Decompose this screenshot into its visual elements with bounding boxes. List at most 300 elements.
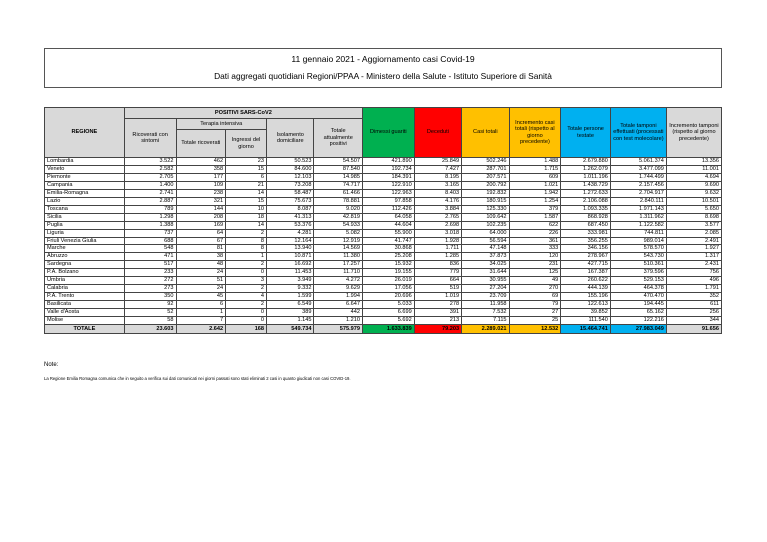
cell-terapia-ingressi: 3 bbox=[226, 277, 267, 285]
cell-ricoverati: 548 bbox=[124, 245, 176, 253]
cell-isolamento: 10.871 bbox=[267, 253, 314, 261]
cell-casi-totali: 11.958 bbox=[462, 301, 509, 309]
cell-deceduti: 2.698 bbox=[414, 221, 461, 229]
table-row bbox=[45, 213, 722, 221]
cell-isolamento: 1.145 bbox=[267, 317, 314, 325]
report-title: 11 gennaio 2021 - Aggiornamento casi Covid-19 bbox=[291, 54, 475, 64]
cell-persone-testate: 2.679.880 bbox=[561, 158, 611, 166]
table-row bbox=[45, 229, 722, 237]
table-row bbox=[45, 158, 722, 166]
cell-totale-positivi: 14.569 bbox=[314, 245, 363, 253]
cell-regione: Liguria bbox=[45, 229, 125, 237]
col-dimessi: Dimessi guariti bbox=[362, 108, 414, 158]
cell-deceduti: 391 bbox=[414, 309, 461, 317]
cell-dimessi: 19.155 bbox=[362, 269, 414, 277]
cell-regione: Lazio bbox=[45, 197, 125, 205]
cell-deceduti: 1.711 bbox=[414, 245, 461, 253]
table-row bbox=[45, 189, 722, 197]
cell-casi-totali: 34.025 bbox=[462, 261, 509, 269]
cell-persone-testate: 155.196 bbox=[561, 293, 611, 301]
cell-persone-testate: 2.106.088 bbox=[561, 197, 611, 205]
cell-isolamento: 12.103 bbox=[267, 173, 314, 181]
cell-terapia-totale: 51 bbox=[176, 277, 226, 285]
cell-tamponi: 1.971.143 bbox=[610, 205, 666, 213]
cell-tamponi: 1.122.582 bbox=[610, 221, 666, 229]
table-row bbox=[45, 285, 722, 293]
cell-terapia-totale: 358 bbox=[176, 165, 226, 173]
cell-terapia-totale: 208 bbox=[176, 213, 226, 221]
cell-terapia-ingressi: 2 bbox=[226, 301, 267, 309]
cell-terapia-totale: 48 bbox=[176, 261, 226, 269]
cell-ricoverati: 272 bbox=[124, 277, 176, 285]
cell-incremento-tamponi: 11.001 bbox=[666, 165, 721, 173]
cell-tamponi: 464.378 bbox=[610, 285, 666, 293]
cell-dimessi: 112.426 bbox=[362, 205, 414, 213]
cell-incremento-casi: 1.715 bbox=[509, 165, 561, 173]
cell-ricoverati: 1.298 bbox=[124, 213, 176, 221]
cell-isolamento-total: 549.734 bbox=[267, 325, 314, 334]
cell-terapia-ingressi: 2 bbox=[226, 229, 267, 237]
cell-terapia-totale: 462 bbox=[176, 158, 226, 166]
cell-terapia-totale: 109 bbox=[176, 181, 226, 189]
cell-regione: Calabria bbox=[45, 285, 125, 293]
cell-deceduti: 278 bbox=[414, 301, 461, 309]
cell-deceduti: 3.018 bbox=[414, 229, 461, 237]
cell-deceduti: 3.884 bbox=[414, 205, 461, 213]
cell-dimessi: 41.747 bbox=[362, 237, 414, 245]
cell-casi-totali: 56.594 bbox=[462, 237, 509, 245]
cell-terapia-totale: 24 bbox=[176, 285, 226, 293]
cell-incremento-casi: 1.942 bbox=[509, 189, 561, 197]
cell-dimessi: 122.910 bbox=[362, 181, 414, 189]
cell-tamponi: 578.570 bbox=[610, 245, 666, 253]
cell-incremento-casi: 69 bbox=[509, 293, 561, 301]
cell-casi-totali: 23.709 bbox=[462, 293, 509, 301]
cell-dimessi: 15.932 bbox=[362, 261, 414, 269]
cell-regione: P.A. Bolzano bbox=[45, 269, 125, 277]
cell-terapia-ingressi: 2 bbox=[226, 285, 267, 293]
cell-casi-totali: 180.915 bbox=[462, 197, 509, 205]
cell-regione: Friuli Venezia Giulia bbox=[45, 237, 125, 245]
cell-terapia-ingressi: 0 bbox=[226, 269, 267, 277]
cell-totale-positivi: 442 bbox=[314, 309, 363, 317]
table-row bbox=[45, 237, 722, 245]
cell-terapia-ingressi: 8 bbox=[226, 245, 267, 253]
cell-terapia-ingressi: 18 bbox=[226, 213, 267, 221]
cell-terapia-ingressi-total: 168 bbox=[226, 325, 267, 334]
cell-tamponi: 194.445 bbox=[610, 301, 666, 309]
cell-casi-totali: 31.644 bbox=[462, 269, 509, 277]
cell-terapia-totale: 24 bbox=[176, 269, 226, 277]
cell-dimessi: 5.692 bbox=[362, 317, 414, 325]
cell-dimessi: 20.696 bbox=[362, 293, 414, 301]
cell-incremento-casi-total: 12.532 bbox=[509, 325, 561, 334]
cell-casi-totali: 502.246 bbox=[462, 158, 509, 166]
cell-persone-testate: 1.011.196 bbox=[561, 173, 611, 181]
cell-totale-positivi: 4.272 bbox=[314, 277, 363, 285]
cell-terapia-totale: 7 bbox=[176, 317, 226, 325]
cell-persone-testate: 346.156 bbox=[561, 245, 611, 253]
cell-incremento-tamponi: 344 bbox=[666, 317, 721, 325]
cell-regione: Lombardia bbox=[45, 158, 125, 166]
cell-incremento-casi: 49 bbox=[509, 277, 561, 285]
cell-totale-positivi: 87.540 bbox=[314, 165, 363, 173]
table-row bbox=[45, 261, 722, 269]
cell-incremento-casi: 231 bbox=[509, 261, 561, 269]
cell-incremento-casi: 125 bbox=[509, 269, 561, 277]
cell-dimessi: 5.033 bbox=[362, 301, 414, 309]
table-row bbox=[45, 205, 722, 213]
cell-dimessi: 64.058 bbox=[362, 213, 414, 221]
cell-persone-testate: 1.093.335 bbox=[561, 205, 611, 213]
cell-casi-totali: 27.204 bbox=[462, 285, 509, 293]
cell-dimessi-total: 1.633.839 bbox=[362, 325, 414, 334]
cell-totale-positivi: 9.020 bbox=[314, 205, 363, 213]
table-row bbox=[45, 293, 722, 301]
cell-tamponi: 744.811 bbox=[610, 229, 666, 237]
cell-regione: Puglia bbox=[45, 221, 125, 229]
cell-persone-testate: 1.272.633 bbox=[561, 189, 611, 197]
cell-isolamento: 6.549 bbox=[267, 301, 314, 309]
table-row bbox=[45, 317, 722, 325]
cell-terapia-totale: 81 bbox=[176, 245, 226, 253]
cell-tamponi: 543.730 bbox=[610, 253, 666, 261]
report-header bbox=[44, 48, 722, 88]
cell-ricoverati: 350 bbox=[124, 293, 176, 301]
cell-dimessi: 17.056 bbox=[362, 285, 414, 293]
cell-deceduti: 8.403 bbox=[414, 189, 461, 197]
cell-terapia-totale: 144 bbox=[176, 205, 226, 213]
cell-tamponi: 2.704.917 bbox=[610, 189, 666, 197]
cell-persone-testate: 111.540 bbox=[561, 317, 611, 325]
cell-incremento-tamponi: 9.690 bbox=[666, 181, 721, 189]
cell-incremento-tamponi: 5.650 bbox=[666, 205, 721, 213]
cell-incremento-casi: 25 bbox=[509, 317, 561, 325]
cell-deceduti: 3.165 bbox=[414, 181, 461, 189]
cell-tamponi: 1.744.499 bbox=[610, 173, 666, 181]
cell-casi-totali: 207.571 bbox=[462, 173, 509, 181]
cell-incremento-casi: 622 bbox=[509, 221, 561, 229]
cell-casi-totali-total: 2.289.021 bbox=[462, 325, 509, 334]
cell-ricoverati: 2.582 bbox=[124, 165, 176, 173]
cell-totale-positivi: 11.380 bbox=[314, 253, 363, 261]
cell-terapia-ingressi: 23 bbox=[226, 158, 267, 166]
cell-totale-positivi: 1.210 bbox=[314, 317, 363, 325]
cell-terapia-ingressi: 0 bbox=[226, 317, 267, 325]
cell-terapia-totale: 238 bbox=[176, 189, 226, 197]
cell-deceduti: 836 bbox=[414, 261, 461, 269]
cell-tamponi: 1.311.962 bbox=[610, 213, 666, 221]
cell-incremento-tamponi: 10.501 bbox=[666, 197, 721, 205]
cell-incremento-tamponi: 756 bbox=[666, 269, 721, 277]
cell-regione-total: TOTALE bbox=[45, 325, 125, 334]
cell-casi-totali: 287.701 bbox=[462, 165, 509, 173]
col-totale-positivi: Totale attualmente positivi bbox=[314, 119, 363, 158]
table-row bbox=[45, 309, 722, 317]
cell-terapia-totale: 1 bbox=[176, 309, 226, 317]
cell-totale-positivi: 11.710 bbox=[314, 269, 363, 277]
cell-terapia-totale: 6 bbox=[176, 301, 226, 309]
cell-ricoverati: 52 bbox=[124, 309, 176, 317]
cell-ricoverati: 273 bbox=[124, 285, 176, 293]
cell-totale-positivi: 78.881 bbox=[314, 197, 363, 205]
group-positivi: POSITIVI SARS-CoV2 bbox=[124, 108, 362, 119]
cell-regione: Toscana bbox=[45, 205, 125, 213]
cell-isolamento: 8.087 bbox=[267, 205, 314, 213]
cell-ricoverati: 92 bbox=[124, 301, 176, 309]
cell-ricoverati: 1.400 bbox=[124, 181, 176, 189]
cell-incremento-casi: 609 bbox=[509, 173, 561, 181]
cell-deceduti: 25.849 bbox=[414, 158, 461, 166]
cell-tamponi: 529.153 bbox=[610, 277, 666, 285]
cell-ricoverati: 2.887 bbox=[124, 197, 176, 205]
cell-regione: Umbria bbox=[45, 277, 125, 285]
cell-dimessi: 421.890 bbox=[362, 158, 414, 166]
cell-terapia-ingressi: 6 bbox=[226, 173, 267, 181]
cell-incremento-tamponi: 9.632 bbox=[666, 189, 721, 197]
cell-isolamento: 12.164 bbox=[267, 237, 314, 245]
cell-deceduti: 2.765 bbox=[414, 213, 461, 221]
cell-casi-totali: 37.873 bbox=[462, 253, 509, 261]
cell-incremento-casi: 1.254 bbox=[509, 197, 561, 205]
cell-incremento-tamponi: 1.927 bbox=[666, 245, 721, 253]
cell-regione: Sardegna bbox=[45, 261, 125, 269]
cell-incremento-casi: 1.488 bbox=[509, 158, 561, 166]
cell-regione: Molise bbox=[45, 317, 125, 325]
col-persone-testate: Totale persone testate bbox=[561, 108, 611, 158]
cell-incremento-tamponi: 8.698 bbox=[666, 213, 721, 221]
cell-totale-positivi-total: 575.979 bbox=[314, 325, 363, 334]
cell-tamponi-total: 27.983.049 bbox=[610, 325, 666, 334]
cell-tamponi: 5.061.374 bbox=[610, 158, 666, 166]
table-total-row bbox=[45, 325, 722, 334]
cell-regione: Piemonte bbox=[45, 173, 125, 181]
cell-regione: Emilia-Romagna bbox=[45, 189, 125, 197]
col-casi-totali: Casi totali bbox=[462, 108, 509, 158]
table-row bbox=[45, 173, 722, 181]
report-subtitle: Dati aggregati quotidiani Regioni/PPAA - Ministero della Salute - Istituto Superiore di Sanità bbox=[214, 71, 552, 81]
cell-dimessi: 6.699 bbox=[362, 309, 414, 317]
cell-regione: Abruzzo bbox=[45, 253, 125, 261]
cell-incremento-casi: 333 bbox=[509, 245, 561, 253]
cell-terapia-ingressi: 2 bbox=[226, 261, 267, 269]
cell-incremento-casi: 120 bbox=[509, 253, 561, 261]
cell-dimessi: 55.900 bbox=[362, 229, 414, 237]
cell-totale-positivi: 54.507 bbox=[314, 158, 363, 166]
cell-incremento-casi: 379 bbox=[509, 205, 561, 213]
cell-incremento-casi: 1.587 bbox=[509, 213, 561, 221]
cell-terapia-totale: 38 bbox=[176, 253, 226, 261]
cell-tamponi: 3.477.099 bbox=[610, 165, 666, 173]
cell-casi-totali: 7.532 bbox=[462, 309, 509, 317]
cell-isolamento: 75.673 bbox=[267, 197, 314, 205]
cell-persone-testate: 39.852 bbox=[561, 309, 611, 317]
cell-regione: P.A. Trento bbox=[45, 293, 125, 301]
cell-terapia-ingressi: 15 bbox=[226, 197, 267, 205]
cell-terapia-ingressi: 1 bbox=[226, 253, 267, 261]
cell-deceduti: 213 bbox=[414, 317, 461, 325]
cell-terapia-ingressi: 15 bbox=[226, 165, 267, 173]
cell-deceduti: 779 bbox=[414, 269, 461, 277]
cell-persone-testate: 687.450 bbox=[561, 221, 611, 229]
cell-deceduti: 1.928 bbox=[414, 237, 461, 245]
cell-dimessi: 25.208 bbox=[362, 253, 414, 261]
cell-casi-totali: 125.330 bbox=[462, 205, 509, 213]
cell-casi-totali: 64.000 bbox=[462, 229, 509, 237]
cell-persone-testate-total: 15.464.741 bbox=[561, 325, 611, 334]
cell-persone-testate: 260.622 bbox=[561, 277, 611, 285]
cell-ricoverati: 688 bbox=[124, 237, 176, 245]
table-row bbox=[45, 245, 722, 253]
cell-totale-positivi: 14.985 bbox=[314, 173, 363, 181]
cell-incremento-tamponi: 2.491 bbox=[666, 237, 721, 245]
cell-ricoverati: 789 bbox=[124, 205, 176, 213]
table-row bbox=[45, 221, 722, 229]
covid-data-table bbox=[44, 107, 722, 334]
cell-casi-totali: 109.642 bbox=[462, 213, 509, 221]
cell-dimessi: 184.391 bbox=[362, 173, 414, 181]
cell-ricoverati: 517 bbox=[124, 261, 176, 269]
cell-isolamento: 4.281 bbox=[267, 229, 314, 237]
cell-persone-testate: 356.255 bbox=[561, 237, 611, 245]
cell-ricoverati: 1.388 bbox=[124, 221, 176, 229]
cell-terapia-ingressi: 10 bbox=[226, 205, 267, 213]
cell-tamponi: 2.157.456 bbox=[610, 181, 666, 189]
table-row bbox=[45, 269, 722, 277]
cell-terapia-ingressi: 14 bbox=[226, 221, 267, 229]
cell-persone-testate: 122.613 bbox=[561, 301, 611, 309]
cell-dimessi: 192.734 bbox=[362, 165, 414, 173]
cell-totale-positivi: 54.933 bbox=[314, 221, 363, 229]
cell-regione: Sicilia bbox=[45, 213, 125, 221]
cell-totale-positivi: 61.466 bbox=[314, 189, 363, 197]
cell-terapia-ingressi: 21 bbox=[226, 181, 267, 189]
cell-tamponi: 379.596 bbox=[610, 269, 666, 277]
cell-totale-positivi: 42.819 bbox=[314, 213, 363, 221]
cell-incremento-tamponi: 352 bbox=[666, 293, 721, 301]
cell-regione: Marche bbox=[45, 245, 125, 253]
cell-persone-testate: 427.715 bbox=[561, 261, 611, 269]
cell-persone-testate: 1.438.729 bbox=[561, 181, 611, 189]
col-incremento-casi: Incremento casi totali (rispetto al giorno precedente) bbox=[509, 108, 561, 158]
cell-ricoverati: 58 bbox=[124, 317, 176, 325]
cell-ricoverati: 3.522 bbox=[124, 158, 176, 166]
table-row bbox=[45, 277, 722, 285]
cell-isolamento: 73.208 bbox=[267, 181, 314, 189]
cell-isolamento: 389 bbox=[267, 309, 314, 317]
cell-dimessi: 26.019 bbox=[362, 277, 414, 285]
cell-regione: Campania bbox=[45, 181, 125, 189]
cell-persone-testate: 1.262.079 bbox=[561, 165, 611, 173]
cell-casi-totali: 47.148 bbox=[462, 245, 509, 253]
cell-incremento-tamponi: 4.694 bbox=[666, 173, 721, 181]
cell-totale-positivi: 5.082 bbox=[314, 229, 363, 237]
cell-totale-positivi: 1.994 bbox=[314, 293, 363, 301]
table-row bbox=[45, 181, 722, 189]
cell-terapia-totale: 177 bbox=[176, 173, 226, 181]
cell-regione: Basilicata bbox=[45, 301, 125, 309]
cell-regione: Valle d'Aosta bbox=[45, 309, 125, 317]
cell-totale-positivi: 12.919 bbox=[314, 237, 363, 245]
cell-totale-positivi: 74.717 bbox=[314, 181, 363, 189]
cell-casi-totali: 7.115 bbox=[462, 317, 509, 325]
cell-isolamento: 53.376 bbox=[267, 221, 314, 229]
cell-incremento-tamponi: 256 bbox=[666, 309, 721, 317]
cell-isolamento: 11.453 bbox=[267, 269, 314, 277]
col-incremento-tamponi: Incremento tamponi (rispetto al giorno precedente) bbox=[666, 108, 721, 158]
cell-terapia-ingressi: 0 bbox=[226, 309, 267, 317]
cell-tamponi: 510.361 bbox=[610, 261, 666, 269]
cell-deceduti: 7.427 bbox=[414, 165, 461, 173]
col-terapia-ingressi: Ingressi del giorno bbox=[226, 130, 267, 158]
cell-deceduti: 664 bbox=[414, 277, 461, 285]
group-terapia-intensiva: Terapia intensiva bbox=[176, 119, 267, 130]
table-body bbox=[45, 158, 722, 334]
cell-casi-totali: 192.832 bbox=[462, 189, 509, 197]
cell-tamponi: 65.162 bbox=[610, 309, 666, 317]
table-row bbox=[45, 301, 722, 309]
cell-casi-totali: 30.955 bbox=[462, 277, 509, 285]
col-deceduti: Deceduti bbox=[414, 108, 461, 158]
cell-incremento-casi: 226 bbox=[509, 229, 561, 237]
cell-tamponi: 122.216 bbox=[610, 317, 666, 325]
cell-isolamento: 84.600 bbox=[267, 165, 314, 173]
cell-totale-positivi: 17.257 bbox=[314, 261, 363, 269]
cell-isolamento: 3.949 bbox=[267, 277, 314, 285]
cell-ricoverati: 233 bbox=[124, 269, 176, 277]
table-row bbox=[45, 253, 722, 261]
cell-tamponi: 470.470 bbox=[610, 293, 666, 301]
cell-deceduti: 8.195 bbox=[414, 173, 461, 181]
cell-isolamento: 41.313 bbox=[267, 213, 314, 221]
cell-incremento-casi: 27 bbox=[509, 309, 561, 317]
cell-casi-totali: 200.792 bbox=[462, 181, 509, 189]
cell-incremento-tamponi: 3.577 bbox=[666, 221, 721, 229]
col-regione: REGIONE bbox=[45, 108, 125, 158]
cell-tamponi: 2.840.111 bbox=[610, 197, 666, 205]
cell-dimessi: 30.868 bbox=[362, 245, 414, 253]
cell-ricoverati: 2.705 bbox=[124, 173, 176, 181]
cell-incremento-tamponi: 2.085 bbox=[666, 229, 721, 237]
cell-dimessi: 122.963 bbox=[362, 189, 414, 197]
col-isolamento: Isolamento domiciliare bbox=[267, 119, 314, 158]
cell-deceduti-total: 79.203 bbox=[414, 325, 461, 334]
notes-text: La Regione Emilia Romagna comunica che in seguito a verifica sui dati comunicati nei giorni passati sono stati eliminati 2 casi in quanto giudicati non casi COVID-19. bbox=[44, 376, 351, 381]
cell-isolamento: 50.523 bbox=[267, 158, 314, 166]
cell-incremento-tamponi: 2.431 bbox=[666, 261, 721, 269]
cell-tamponi: 989.014 bbox=[610, 237, 666, 245]
cell-dimessi: 97.858 bbox=[362, 197, 414, 205]
cell-ricoverati-total: 23.603 bbox=[124, 325, 176, 334]
cell-isolamento: 16.692 bbox=[267, 261, 314, 269]
cell-incremento-casi: 79 bbox=[509, 301, 561, 309]
cell-persone-testate: 444.139 bbox=[561, 285, 611, 293]
cell-incremento-tamponi: 496 bbox=[666, 277, 721, 285]
table-row bbox=[45, 197, 722, 205]
cell-incremento-tamponi: 13.356 bbox=[666, 158, 721, 166]
cell-terapia-totale: 321 bbox=[176, 197, 226, 205]
cell-ricoverati: 737 bbox=[124, 229, 176, 237]
cell-incremento-tamponi-total: 91.656 bbox=[666, 325, 721, 334]
cell-deceduti: 4.176 bbox=[414, 197, 461, 205]
cell-terapia-ingressi: 14 bbox=[226, 189, 267, 197]
col-terapia-totale: Totale ricoverati bbox=[176, 130, 226, 158]
cell-totale-positivi: 9.629 bbox=[314, 285, 363, 293]
cell-persone-testate: 868.928 bbox=[561, 213, 611, 221]
cell-casi-totali: 102.235 bbox=[462, 221, 509, 229]
cell-terapia-totale: 169 bbox=[176, 221, 226, 229]
cell-totale-positivi: 6.647 bbox=[314, 301, 363, 309]
